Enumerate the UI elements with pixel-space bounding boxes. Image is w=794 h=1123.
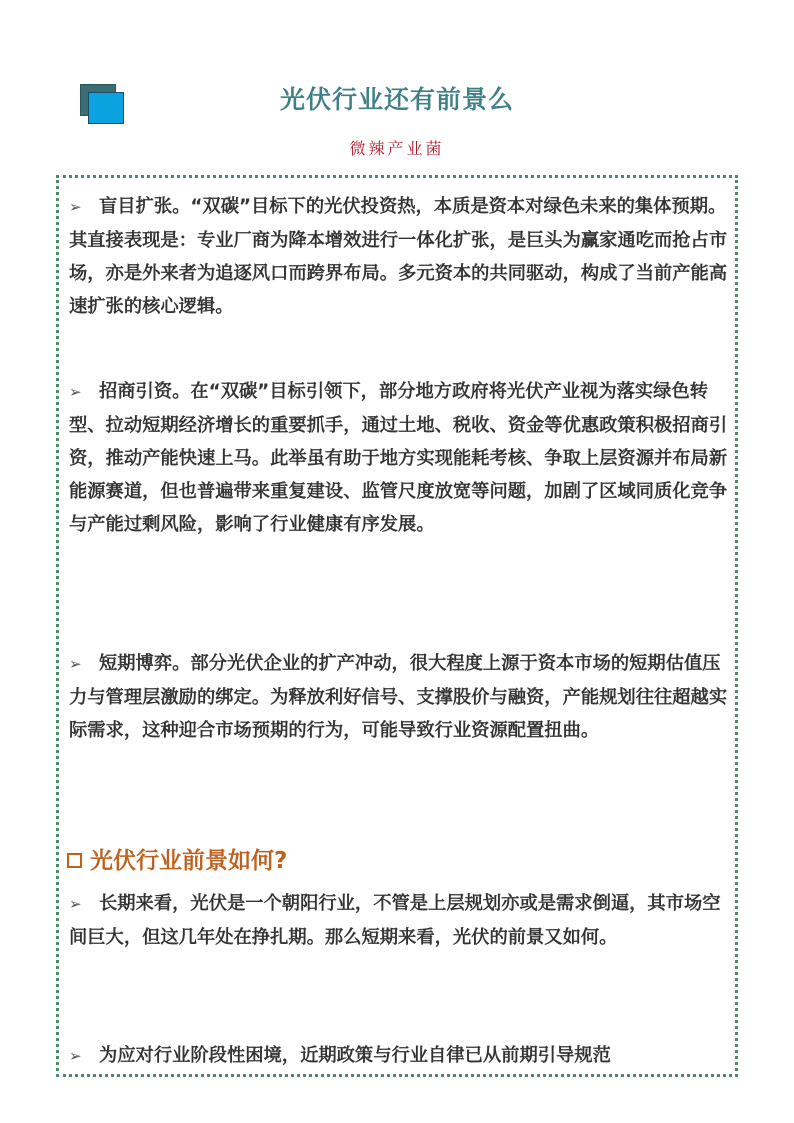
paragraph-policy-response [69,1039,735,1073]
logo-icon [80,84,124,124]
paragraph-text: 招商引资。在“双碳”目标引领下，部分地方政府将光伏产业视为落实绿色转型、拉动短期经济增长的重要抓手，通过土地、税收、资金等优惠政策积极招商引资，推动产能快速上马。此举虽有助于地方实现能耗考核、争取上层资源并布局新能源赛道，但也普遍带来重复建设、监管尺度放宽等问题，加剧了区域同质化竞争与产能过剩风险，影响了行业健康有序发展。 [69,381,728,535]
paragraph-short-term-game [69,647,735,747]
section-heading [67,843,727,879]
arrow-bullet-icon: ➢ [69,655,82,673]
paragraph-investment-attraction [69,375,735,541]
arrow-bullet-icon: ➢ [69,383,82,401]
arrow-bullet-icon: ➢ [69,198,82,216]
paragraph-text: 长期来看，光伏是一个朝阳行业，不管是上层规划亦或是需求倒逼，其市场空间巨大，但这几年处在挣扎期。那么短期来看，光伏的前景又如何。 [69,893,721,948]
paragraph-blind-expansion [69,190,735,323]
paragraph-text: 盲目扩张。“双碳”目标下的光伏投资热，本质是资本对绿色未来的集体预期。其直接表现是：专业厂商为降本增效进行一体化扩张，是巨头为赢家通吃而抢占市场，亦是外来者为追逐风口而跨界布局。多元资本的共同驱动，构成了当前产能高速扩张的核心逻辑。 [69,196,728,317]
paragraph-long-term [69,887,735,954]
section-heading-text: 光伏行业前景如何? [90,848,288,874]
checkbox-square-icon [67,853,82,868]
paragraph-text: 短期博弈。部分光伏企业的扩产冲动，很大程度上源于资本市场的短期估值压力与管理层激励的绑定。为释放利好信号、支撑股价与融资，产能规划往往超越实际需求，这种迎合市场预期的行为，可能导致行业资源配置扭曲。 [69,653,728,741]
arrow-bullet-icon: ➢ [69,895,82,913]
paragraph-text: 为应对行业阶段性困境，近期政策与行业自律已从前期引导规范 [99,1045,611,1066]
page-title: 光伏行业还有前景么 [279,85,514,114]
arrow-bullet-icon: ➢ [69,1047,82,1065]
content-box [56,175,738,1077]
author-name: 微辣产业菌 [349,139,445,158]
